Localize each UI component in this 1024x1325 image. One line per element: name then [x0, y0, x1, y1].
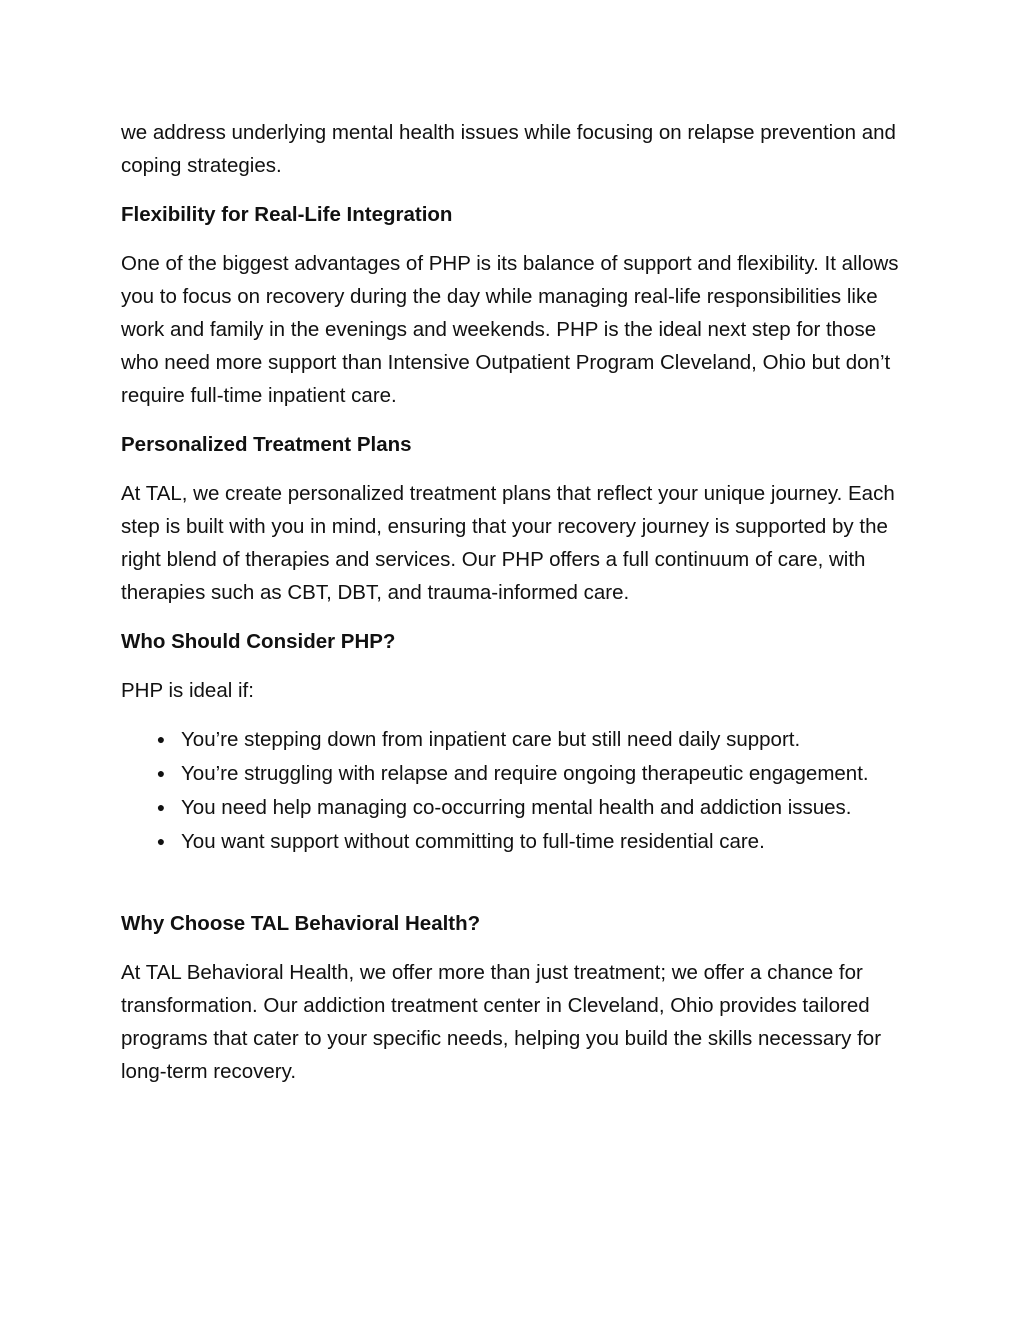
bullet-icon: ●: [156, 833, 166, 849]
list-item: [121, 791, 911, 824]
intro-paragraph: we address underlying mental health issues while focusing on relapse prevention and coping strategies.: [121, 121, 896, 177]
bullet-icon: ●: [156, 765, 166, 781]
list-item-text: You’re stepping down from inpatient care but still need daily support.: [181, 728, 801, 751]
list-item: [121, 825, 911, 858]
bullet-icon: ●: [156, 731, 166, 747]
bullet-list: [121, 723, 911, 858]
bullet-icon: ●: [156, 799, 166, 815]
document-page: [121, 116, 911, 1104]
section-body-flexibility: One of the biggest advantages of PHP is its balance of support and flexibility. It allows you to focus on recovery during the day while managing real-life responsibilities like work and family in the evenings and weekends. PHP is the ideal next step for those who need more support than Intensive Outpatient Program Cleveland, Ohio but don’t require full-time inpatient care.: [121, 252, 899, 407]
section-heading-personalized-plans: Personalized Treatment Plans: [121, 433, 412, 456]
list-item-text: You need help managing co-occurring mental health and addiction issues.: [181, 796, 852, 819]
list-item: [121, 723, 911, 756]
section-body-why-choose-tal: At TAL Behavioral Health, we offer more than just treatment; we offer a chance for transformation. Our addiction treatment center in Cleveland, Ohio provides tailored programs that cater to your specific needs, helping you build the skills necessary for long-term recovery.: [121, 961, 882, 1083]
section-heading-who-should-consider: Who Should Consider PHP?: [121, 630, 396, 653]
section-body-who-should-consider: PHP is ideal if:: [121, 679, 254, 702]
list-item-text: You want support without committing to full-time residential care.: [181, 830, 765, 853]
section-body-personalized-plans: At TAL, we create personalized treatment plans that reflect your unique journey. Each step is built with you in mind, ensuring that your recovery journey is supported by the right blend of therapies and services. Our PHP offers a full continuum of care, with therapies such as CBT, DBT, and trauma-informed care.: [121, 482, 895, 604]
list-item: [121, 757, 911, 790]
paragraph-spacer: [121, 874, 911, 907]
list-item-text: You’re struggling with relapse and require ongoing therapeutic engagement.: [181, 762, 869, 785]
section-heading-flexibility: Flexibility for Real-Life Integration: [121, 203, 453, 226]
section-heading-why-choose-tal: Why Choose TAL Behavioral Health?: [121, 912, 481, 935]
